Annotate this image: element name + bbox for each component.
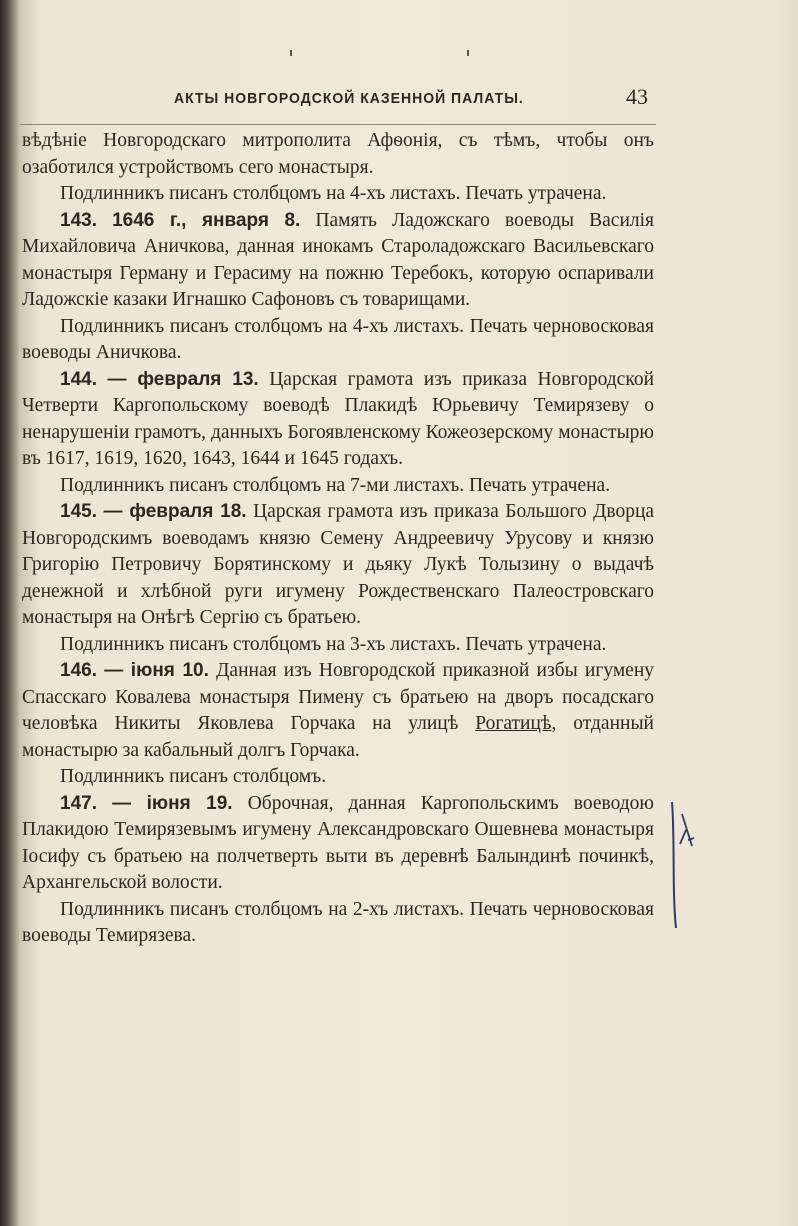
entry-146: 146. — іюня 10. Данная изъ Новгородской приказной избы игумену Спасскаго Ковалева монастыря Пимену съ братьею на дворъ посадскаго человѣка Никиты Яковлева Горчака на улицѣ Рогатицѣ, отданный монастырю за кабальный долгъ Горчака. [22,660,655,761]
page-header [170,84,650,114]
document-body [22,128,654,950]
entry-date: — іюня 10. [104,660,209,681]
paragraph-continuation: вѣдѣніе Новгородскаго митрополита Афѳонія, съ тѣмъ, чтобы онъ озаботился устройствомъ сего монастыря. [22,130,654,178]
top-speck [467,50,469,56]
paragraph-note: Подлинникъ писанъ столбцомъ на 4-хъ листахъ. Печать черновосковая воеводы Аничкова. [22,315,654,363]
entry-number: 144. [60,368,97,390]
page-number: 43 [626,84,648,109]
entry-147: 147. — іюня 19. Оброчная, данная Каргопольскимъ воеводою Плакидою Темирязевымъ игумену Александровскаго Ошевнева монастыря Іосифу съ братьею на полчетверть выти въ деревнѣ Балындинѣ починкѣ, Архангельской волости. [22,792,654,893]
entry-date: — февраля 18. [103,501,247,522]
entry-number: 143. [60,209,97,231]
top-speck [290,50,292,56]
paragraph-note: Подлинникъ писанъ столбцомъ на 2-хъ листахъ. Печать черновосковая воеводы Темирязева. [22,898,654,946]
entry-date: — іюня 19. [112,792,233,814]
entry-145: 145. — февраля 18. Царская грамота изъ приказа Большого Дворца Новгородскимъ воеводамъ князю Семену Андреевичу Урусову и князю Григорію Петровичу Борятинскому и дьяку Лукѣ Толызину о выдачѣ денежной и хлѣбной руги игумену Рождественскаго Палеостровскаго монастыря на Онѣгѣ Сергію съ братьею. [22,501,655,628]
paragraph-note: Подлинникъ писанъ столбцомъ на 3-хъ листахъ. Печать утрачена. [60,633,607,655]
entry-date: — февраля 13. [107,368,259,390]
entry-143: 143. 1646 г., января 8. Память Ладожскаго воеводы Василія Михайловича Аничкова, данная инокамъ Староладожскаго Васильевскаго монастыря Герману и Герасиму на пожню Теребокъ, которую оспаривали Ладожскіе казаки Игнашко Сафоновъ съ товарищами. [22,209,655,310]
underlined-word: Рогатицѣ [475,713,552,734]
paragraph-note: Подлинникъ писанъ столбцомъ на 7-ми листахъ. Печать утрачена. [60,474,611,496]
entry-144: 144. — февраля 13. Царская грамота изъ приказа Новгородской Четверти Каргопольскому воеводѣ Плакидѣ Юрьевичу Темирязеву о ненарушеніи грамотъ, данныхъ Богоявленскому Кожеозерскому монастырю въ 1617, 1619, 1620, 1643, 1644 и 1645 годахъ. [22,368,655,469]
entry-number: 147. [60,792,97,814]
header-rule [20,124,656,125]
entry-number: 145. [60,501,97,522]
entry-date: 1646 г., января 8. [112,209,301,231]
running-title: АКТЫ НОВГОРОДСКОЙ КАЗЕННОЙ ПАЛАТЫ. [174,89,524,107]
handwritten-margin-mark [666,800,696,930]
paragraph-note: Подлинникъ писанъ столбцомъ на 4-хъ листахъ. Печать утрачена. [60,183,607,204]
entry-number: 146. [60,660,97,681]
paragraph-note: Подлинникъ писанъ столбцомъ. [60,766,327,787]
